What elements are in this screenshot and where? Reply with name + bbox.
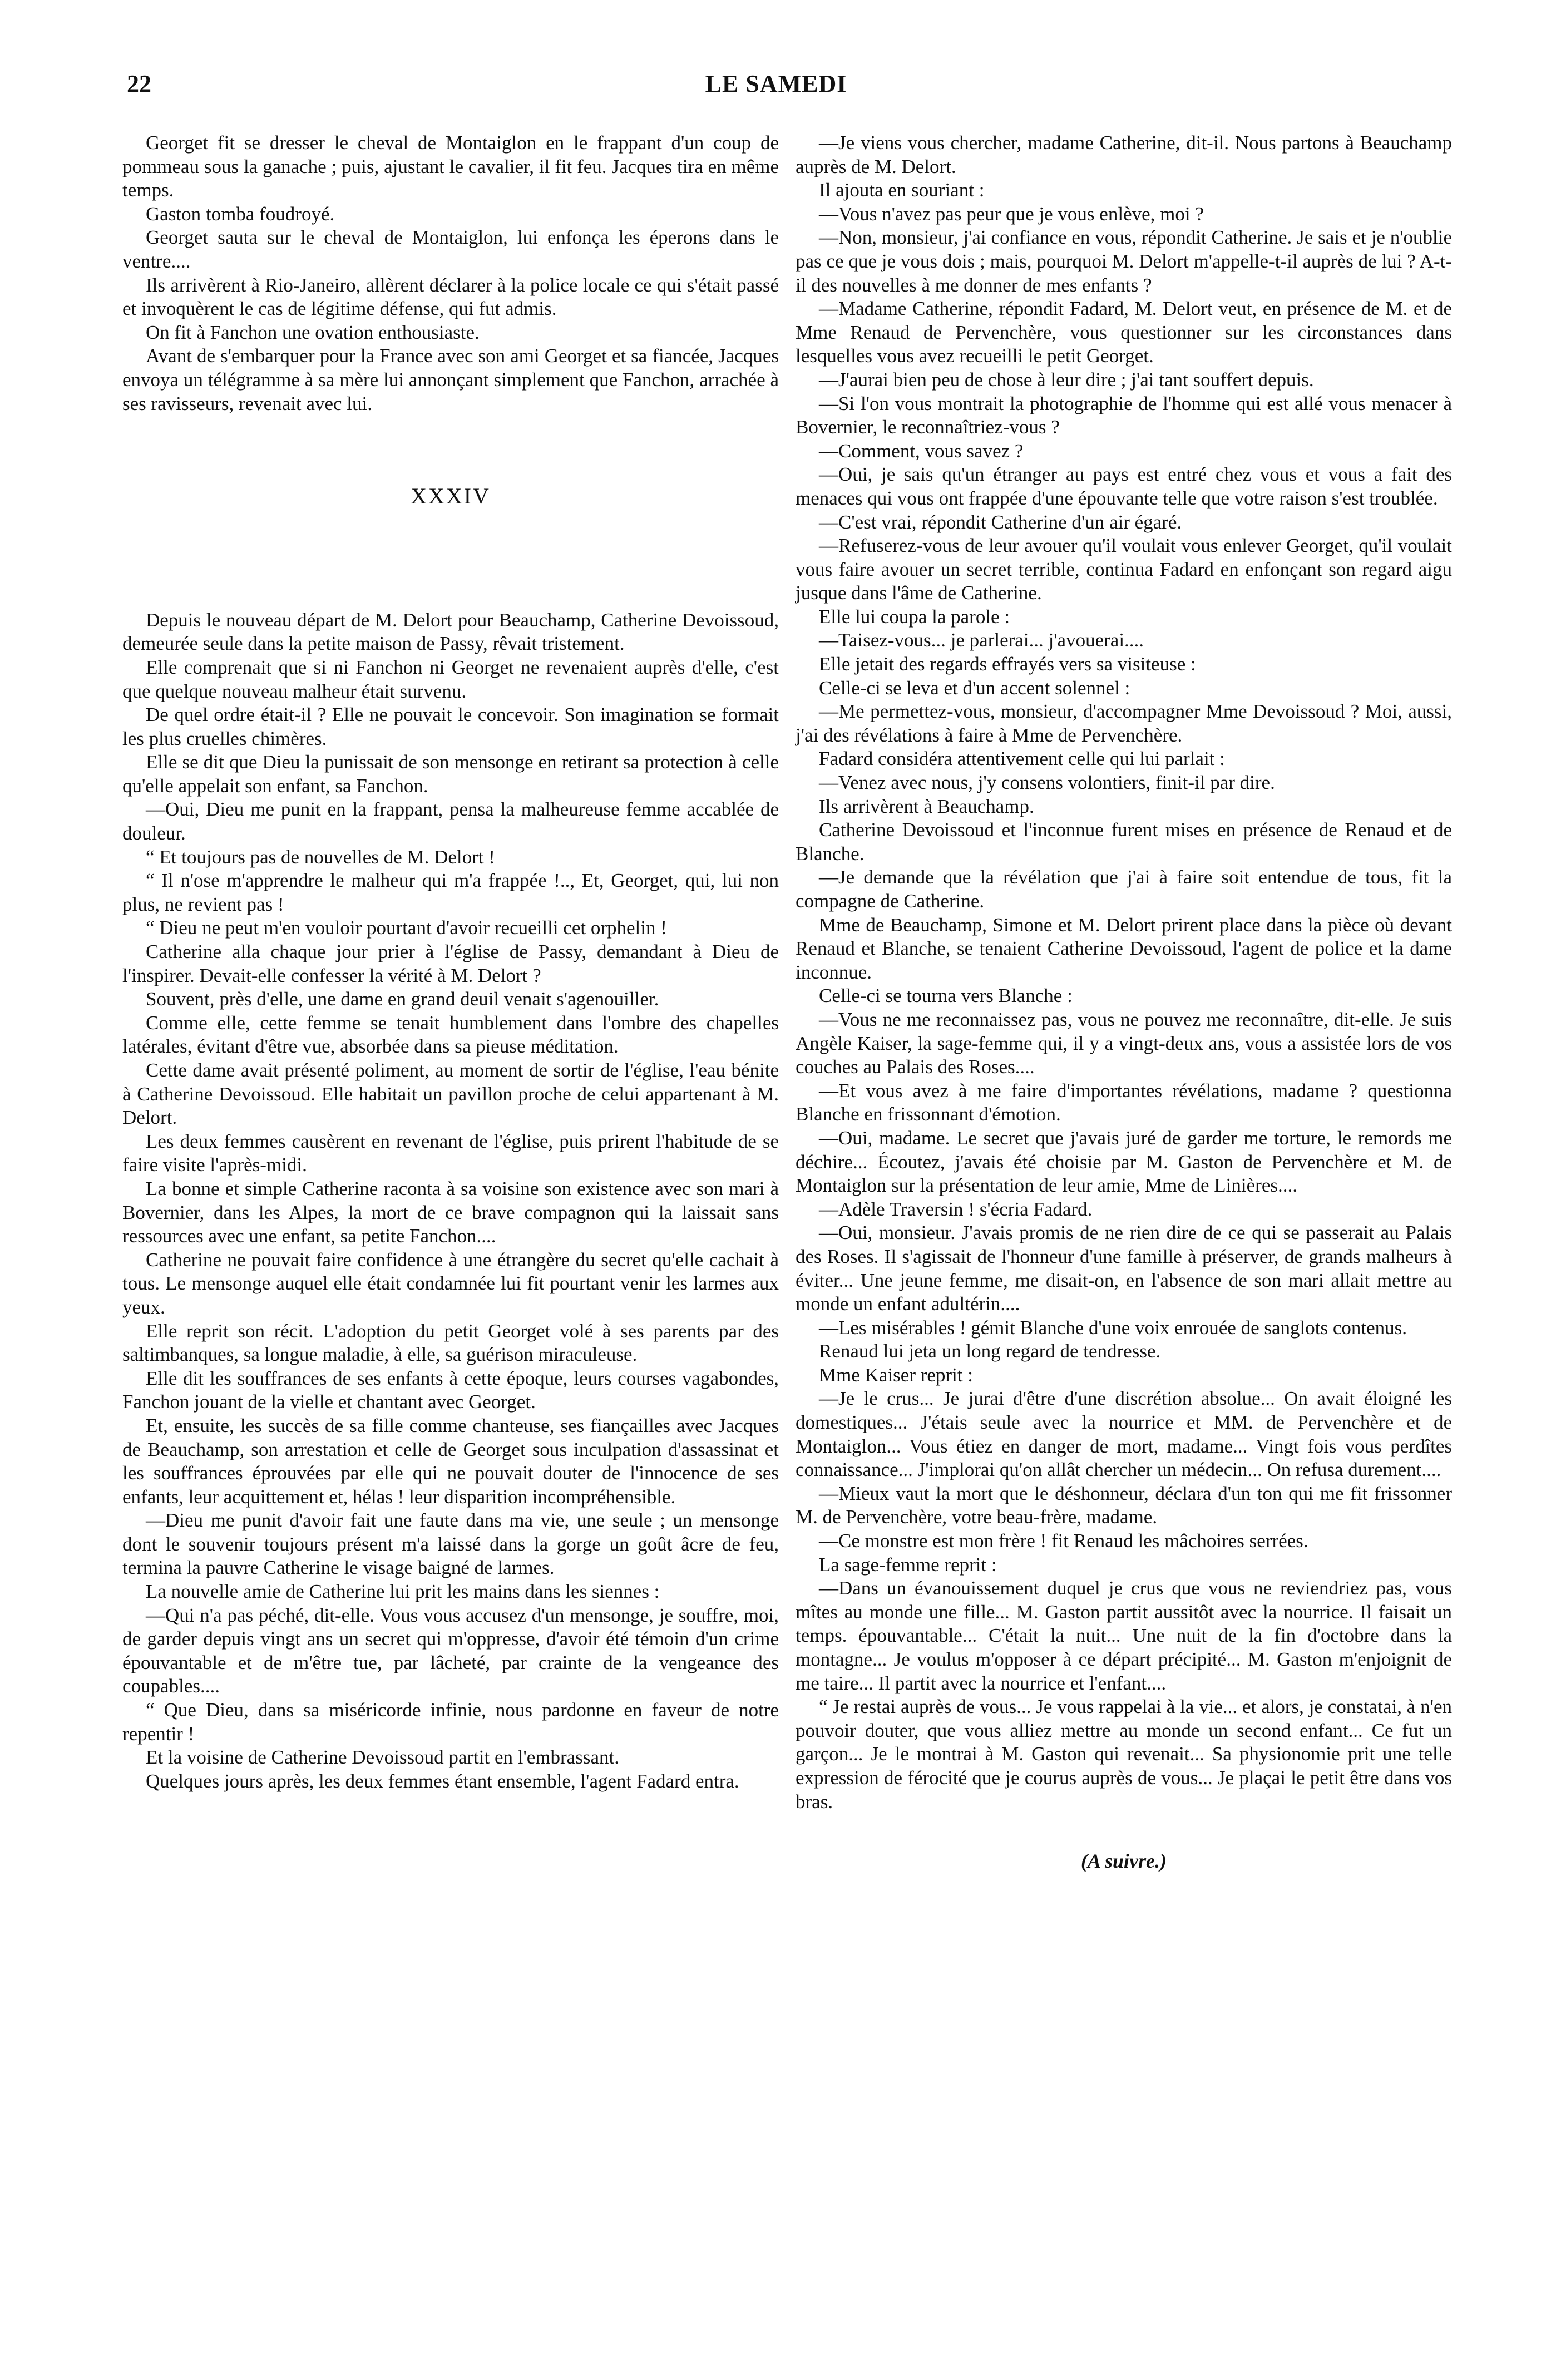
right-column <box>796 131 1452 1873</box>
paragraph: Catherine ne pouvait faire confidence à une étrangère du secret qu'elle cachait à tous. Le mensonge auquel elle était condamnée lui fit pourtant venir les larmes aux yeux. <box>122 1248 779 1318</box>
paragraph: Mme Kaiser reprit : <box>819 1364 973 1386</box>
paragraph: —Ce monstre est mon frère ! fit Renaud les mâchoires serrées. <box>819 1530 1308 1552</box>
paragraph: —Mieux vaut la mort que le déshonneur, déclara d'un ton qui me fit frissonner M. de Pervenchère, votre beau-frère, madame. <box>796 1482 1452 1528</box>
paragraph: “ Que Dieu, dans sa miséricorde infinie, nous pardonne en faveur de notre repentir ! <box>122 1699 779 1745</box>
paragraph: Mme de Beauchamp, Simone et M. Delort prirent place dans la pièce où devant Renaud et Blanche, se tenaient Catherine Devoissoud, l'agent de police et la dame inconnue. <box>796 914 1452 983</box>
paragraph: Catherine Devoissoud et l'inconnue furent mises en présence de Renaud et de Blanche. <box>796 819 1452 865</box>
paragraph: La sage-femme reprit : <box>819 1553 997 1576</box>
paragraph: Elle dit les souffrances de ses enfants à cette époque, leurs courses vagabondes, Fanchon jouant de la vielle et chantant avec Georget. <box>122 1367 779 1413</box>
paragraph: “ Dieu ne peut m'en vouloir pourtant d'avoir recueilli cet orphelin ! <box>146 917 667 939</box>
paragraph: —Adèle Traversin ! s'écria Fadard. <box>819 1198 1093 1220</box>
paragraph: Comme elle, cette femme se tenait humblement dans l'ombre des chapelles latérales, évitant d'être vue, absorbée dans sa pieuse méditation. <box>122 1011 779 1058</box>
paragraph: —Me permettez-vous, monsieur, d'accompagner Mme Devoissoud ? Moi, aussi, j'ai des révélations à faire à Mme de Pervenchère. <box>796 700 1452 746</box>
paragraph: “ Et toujours pas de nouvelles de M. Delort ! <box>146 846 495 868</box>
paragraph: —Madame Catherine, répondit Fadard, M. Delort veut, en présence de M. et de Mme Renaud de Pervenchère, vous questionner sur les circonstances dans lesquelles vous avez recueilli le petit Georget. <box>796 298 1452 367</box>
paragraph: —Oui, je sais qu'un étranger au pays est entré chez vous et vous a fait des menaces qui vous ont frappée d'une épouvante telle que votre raison s'est troublée. <box>796 463 1452 509</box>
paragraph: Elle comprenait que si ni Fanchon ni Georget ne revenaient auprès d'elle, c'est que quelque nouveau malheur était survenu. <box>122 656 779 702</box>
paragraph: —Venez avec nous, j'y consens volontiers, finit-il par dire. <box>819 772 1275 794</box>
paragraph: Gaston tomba foudroyé. <box>146 203 335 225</box>
paragraph: —Comment, vous savez ? <box>819 440 1024 462</box>
paragraph: Catherine alla chaque jour prier à l'église de Passy, demandant à Dieu de l'inspirer. Devait-elle confesser la vérité à M. Delort ? <box>122 941 779 986</box>
left-paragraphs-after-chapter <box>122 609 779 1794</box>
paragraph: De quel ordre était-il ? Elle ne pouvait le concevoir. Son imagination se formait les plus cruelles chimères. <box>122 704 779 749</box>
left-paragraphs-before-chapter <box>122 131 779 416</box>
paragraph: Renaud lui jeta un long regard de tendresse. <box>819 1340 1161 1362</box>
paragraph: Fadard considéra attentivement celle qui lui parlait : <box>819 748 1225 770</box>
paragraph: —J'aurai bien peu de chose à leur dire ; j'ai tant souffert depuis. <box>819 368 1314 391</box>
paragraph: —Taisez-vous... je parlerai... j'avouerai.... <box>819 629 1144 651</box>
running-title: LE SAMEDI <box>705 70 847 97</box>
paragraph: “ Il n'ose m'apprendre le malheur qui m'a frappée !.., Et, Georget, qui, lui non plus, ne revient pas ! <box>122 870 779 915</box>
paragraph: —Et vous avez à me faire d'importantes révélations, madame ? questionna Blanche en frissonnant d'émotion. <box>796 1079 1452 1125</box>
paragraph: —Je le crus... Je jurai d'être d'une discrétion absolue... On avait éloigné les domestiques... J'étais seule avec la nourrice et MM. de Pervenchère et de Montaiglon... Vous étiez en danger de mort, madame... Vingt fois vous perdîtes connaissance... J'implorai qu'on allât chercher un médecin... On refusa durement.... <box>796 1387 1452 1481</box>
paragraph: “ Je restai auprès de vous... Je vous rappelai à la vie... et alors, je constatai, à n'en pouvoir douter, que vous alliez mettre au monde un second enfant... Ce fut un garçon... Je le montrai à M. Gaston qui revenait... Sa physionomie prit une telle expression de férocité que je courus auprès de vous... Je plaçai le petit être dans vos bras. <box>796 1696 1452 1813</box>
paragraph: —Vous ne me reconnaissez pas, vous ne pouvez me reconnaître, dit-elle. Je suis Angèle Kaiser, la sage-femme qui, il y a vingt-deux ans, vous a assistée lors de vos couches au Palais des Roses.... <box>796 1008 1452 1078</box>
paragraph: Celle-ci se leva et d'un accent solennel : <box>819 677 1130 699</box>
paragraph: Elle lui coupa la parole : <box>819 605 1010 628</box>
paragraph: Georget sauta sur le cheval de Montaiglon, lui enfonça les éperons dans le ventre.... <box>122 226 779 272</box>
paragraph: —Je demande que la révélation que j'ai à faire soit entendue de tous, fit la compagne de Catherine. <box>796 866 1452 912</box>
paragraph: Quelques jours après, les deux femmes étant ensemble, l'agent Fadard entra. <box>146 1770 739 1792</box>
paragraph: Il ajouta en souriant : <box>819 179 985 201</box>
paragraph: —Si l'on vous montrait la photographie de l'homme qui est allé vous menacer à Bovernier, le reconnaîtriez-vous ? <box>796 392 1452 438</box>
paragraph: —Non, monsieur, j'ai confiance en vous, répondit Catherine. Je sais et je n'oublie pas ce que je vous dois ; mais, pourquoi M. Delort m'appelle-t-il auprès de lui ? A-t-il des nouvelles à me donner de mes enfants ? <box>796 226 1452 296</box>
paragraph: Elle se dit que Dieu la punissait de son mensonge en retirant sa protection à celle qu'elle appelait son enfant, sa Fanchon. <box>122 751 779 797</box>
page-number: 22 <box>127 70 151 97</box>
paragraph: La bonne et simple Catherine raconta à sa voisine son existence avec son mari à Bovernier, dans les Alpes, la mort de ce brave compagnon qui la laissait sans ressources avec une enfant, sa petite Fanchon.... <box>122 1177 779 1247</box>
paragraph: —Qui n'a pas péché, dit-elle. Vous vous accusez d'un mensonge, je souffre, moi, de garder depuis vingt ans un secret qui m'oppresse, d'avoir été témoin d'un crime épouvantable et de m'être tue, par lâcheté, par crainte de la vengeance des coupables.... <box>122 1604 779 1697</box>
paragraph: Elle reprit son récit. L'adoption du petit Georget volé à ses parents par des saltimbanques, sa longue maladie, à elle, sa guérison miraculeuse. <box>122 1320 779 1366</box>
paragraph: Cette dame avait présenté poliment, au moment de sortir de l'église, l'eau bénite à Catherine Devoissoud. Elle habitait un pavillon proche de celui appartenant à M. Delort. <box>122 1059 779 1129</box>
paragraph: —Refuserez-vous de leur avouer qu'il voulait vous enlever Georget, qu'il voulait vous faire avouer un secret terrible, continua Fadard en enfonçant son regard aigu jusque dans l'âme de Catherine. <box>796 535 1452 604</box>
to-be-continued: (A suivre.) <box>1080 1850 1167 1873</box>
paragraph: Ils arrivèrent à Beauchamp. <box>819 795 1034 817</box>
page-header <box>127 70 1425 114</box>
paragraph: —Oui, Dieu me punit en la frappant, pensa la malheureuse femme accablée de douleur. <box>122 798 779 845</box>
paragraph: La nouvelle amie de Catherine lui prit les mains dans les siennes : <box>146 1581 660 1603</box>
paragraph: —Je viens vous chercher, madame Catherine, dit-il. Nous partons à Beauchamp auprès de M. Delort. <box>796 132 1452 177</box>
paragraph: —Les misérables ! gémit Blanche d'une voix enrouée de sanglots contenus. <box>819 1316 1407 1339</box>
paragraph: Et, ensuite, les succès de sa fille comme chanteuse, ses fiançailles avec Jacques de Beauchamp, son arrestation et celle de Georget sous inculpation d'assassinat et les souffrances éprouvées par elle qui ne pouvait douter de l'innocence de ses enfants, leur acquittement et, hélas ! leur disparition incompréhensible. <box>122 1414 779 1508</box>
paragraph: Ils arrivèrent à Rio-Janeiro, allèrent déclarer à la police locale ce qui s'était passé et invoquèrent le cas de légitime défense, qui fut admis. <box>122 274 779 320</box>
paragraph: —C'est vrai, répondit Catherine d'un air égaré. <box>819 511 1182 533</box>
paragraph: Depuis le nouveau départ de M. Delort pour Beauchamp, Catherine Devoissoud, demeurée seule dans la petite maison de Passy, rêvait tristement. <box>122 609 779 655</box>
right-paragraphs <box>796 131 1452 1814</box>
paragraph: —Vous n'avez pas peur que je vous enlève, moi ? <box>819 203 1204 225</box>
chapter-heading: XXXIV <box>411 483 491 509</box>
paragraph: —Oui, monsieur. J'avais promis de ne rien dire de ce qui se passerait au Palais des Roses. Il s'agissait de l'honneur d'une famille à préserver, de grands malheurs à éviter... Une jeune femme, me disait-on, en l'absence de son mari allait mettre au monde un enfant adultérin.... <box>796 1222 1452 1315</box>
paragraph: Et la voisine de Catherine Devoissoud partit en l'embrassant. <box>146 1746 619 1769</box>
paragraph: On fit à Fanchon une ovation enthousiaste. <box>146 321 480 343</box>
paragraph: Souvent, près d'elle, une dame en grand deuil venait s'agenouiller. <box>146 988 659 1010</box>
paragraph: Celle-ci se tourna vers Blanche : <box>819 985 1073 1007</box>
left-column <box>122 131 779 1793</box>
paragraph: —Dieu me punit d'avoir fait une faute dans ma vie, une seule ; un mensonge dont le souvenir toujours présent m'a laissé dans la gorge un goût âcre de feu, termina la pauvre Catherine le visage baigné de larmes. <box>122 1509 779 1579</box>
paragraph: —Oui, madame. Le secret que j'avais juré de garder me torture, le remords me déchire... Écoutez, j'avais été choisie par M. Gaston de Pervenchère et M. de Montaiglon sur la présentation de leur amie, Mme de Linières.... <box>796 1127 1452 1197</box>
paragraph: Les deux femmes causèrent en revenant de l'église, puis prirent l'habitude de se faire visite l'après-midi. <box>122 1130 779 1176</box>
paragraph: Avant de s'embarquer pour la France avec son ami Georget et sa fiancée, Jacques envoya un télégramme à sa mère lui annonçant simplement que Fanchon, arrachée à ses ravisseurs, revenait avec lui. <box>122 345 779 414</box>
paragraph: Georget fit se dresser le cheval de Montaiglon en le frappant d'un coup de pommeau sous la ganache ; puis, ajustant le cavalier, il fit feu. Jacques tira en même temps. <box>122 132 779 201</box>
paragraph: Elle jetait des regards effrayés vers sa visiteuse : <box>819 653 1196 675</box>
paragraph: —Dans un évanouissement duquel je crus que vous ne reviendriez pas, vous mîtes au monde une fille... M. Gaston partit aussitôt avec la nourrice. Il faisait un temps. épouvantable... C'était la nuit... Une nuit de la fin d'octobre dans la montagne... Je voulus m'opposer à ce départ précipité... M. Gaston m'enjoignit de me taire... Il partit avec la nourrice et l'enfant.... <box>796 1577 1452 1694</box>
